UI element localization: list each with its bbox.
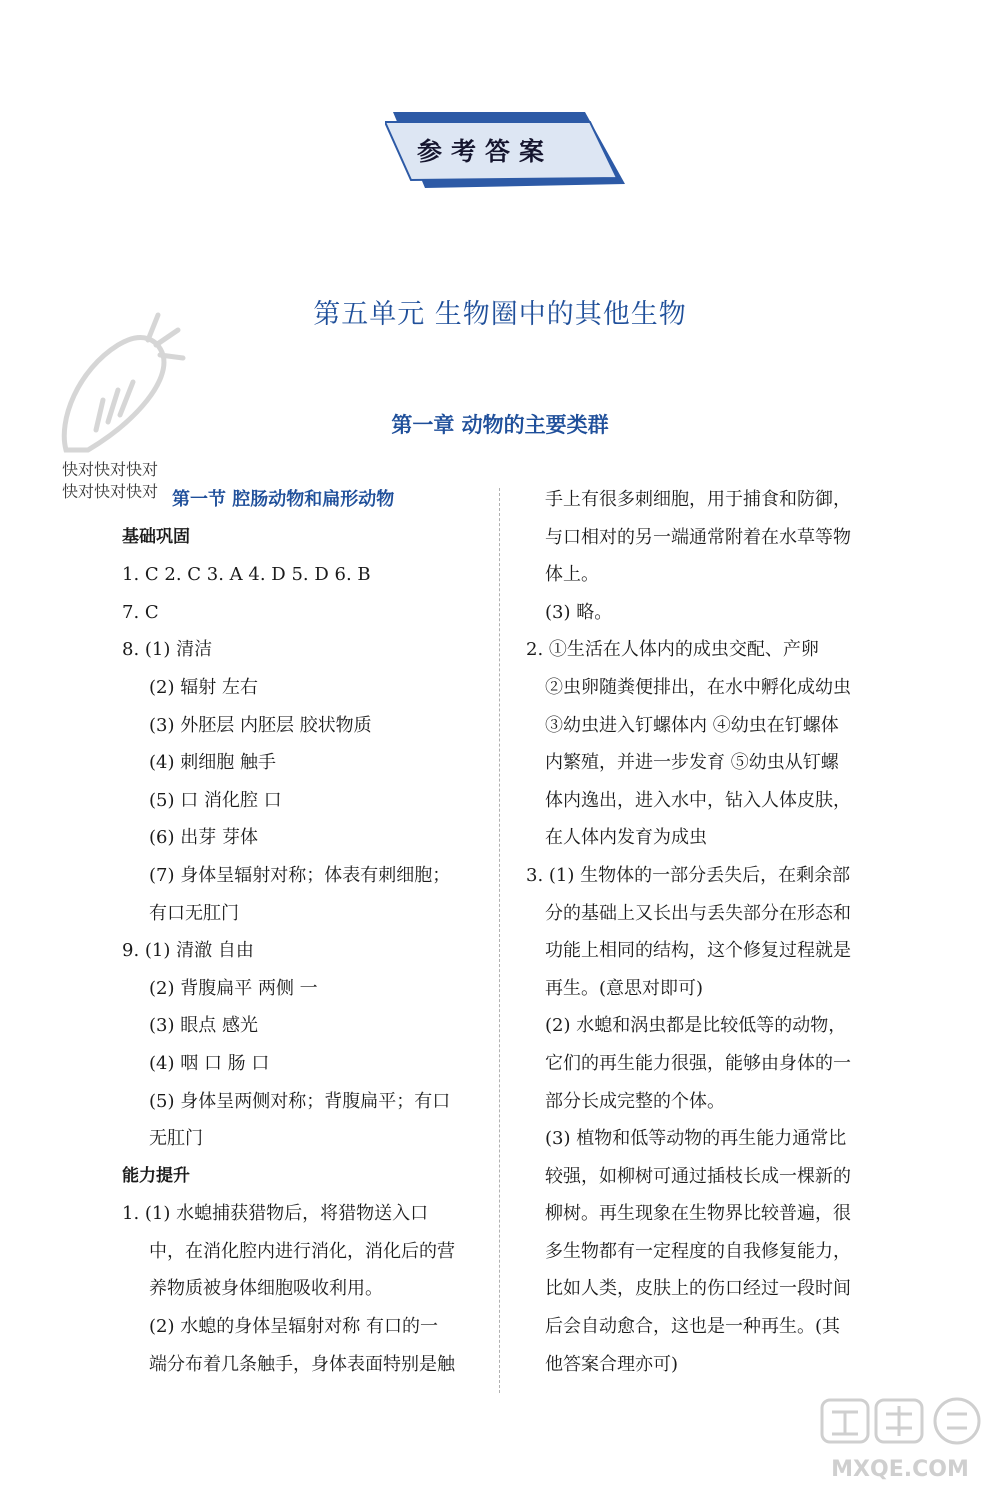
answer-line: 它们的再生能力很强，能够由身体的一 (545, 1052, 851, 1074)
answer-line: 与口相对的另一端通常附着在水草等物 (545, 526, 851, 548)
answer-line: 体上。 (545, 564, 599, 586)
answer-line: 2. ①生活在人体内的成虫交配、产卵 (526, 639, 819, 661)
answer-line: 1. C 2. C 3. A 4. D 5. D 6. B (122, 564, 371, 586)
answer-line: (3) 外胚层 内胚层 胶状物质 (149, 714, 372, 736)
answer-line: 内繁殖，并进一步发育 ⑤幼虫从钉螺 (545, 752, 839, 774)
answer-line: ③幼虫进入钉螺体内 ④幼虫在钉螺体 (545, 714, 839, 736)
answer-line: 比如人类，皮肤上的伤口经过一段时间 (545, 1278, 851, 1300)
answer-line: (3) 植物和低等动物的再生能力通常比 (545, 1128, 847, 1150)
answer-line: (3) 眼点 感光 (149, 1015, 258, 1037)
answer-line: 7. C (122, 601, 159, 623)
banner-title: 参考答案 (416, 137, 553, 166)
answer-line: 无肛门 (149, 1128, 203, 1150)
watermark-line: 快对快对快对 (62, 482, 159, 501)
answer-line: 1. (1) 水螅捕获猎物后，将猎物送入口 (122, 1203, 429, 1225)
answer-line: 后会自动愈合，这也是一种再生。(其 (545, 1316, 841, 1338)
section-title: 第一节 腔肠动物和扁形动物 (172, 489, 395, 510)
answer-line: (2) 辐射 左右 (149, 676, 258, 698)
answer-line: 中，在消化腔内进行消化，消化后的营 (149, 1240, 455, 1262)
answer-line: 9. (1) 清澈 自由 (122, 940, 254, 962)
answer-line: 在人体内发育为成虫 (545, 827, 707, 849)
answer-line: 体内逸出，进入水中，钻入人体皮肤， (545, 789, 851, 811)
answer-line: 他答案合理亦可) (545, 1353, 679, 1375)
answer-line: 端分布着几条触手，身体表面特别是触 (149, 1353, 455, 1375)
answer-line: ②虫卵随粪便排出，在水中孵化成幼虫 (545, 676, 851, 698)
subhead-basic: 基础巩固 (122, 526, 190, 547)
answer-line: (2) 背腹扁平 两侧 一 (149, 977, 318, 999)
answer-line: (4) 咽 口 肠 口 (149, 1052, 270, 1074)
svg-text:MXQE.COM: MXQE.COM (831, 1457, 969, 1482)
answer-line: 3. (1) 生物体的一部分丢失后，在剩余部 (526, 864, 851, 886)
left-column (122, 481, 487, 1383)
column-divider (499, 488, 500, 1393)
answer-line: (5) 身体呈两侧对称；背腹扁平；有口 (149, 1090, 451, 1112)
answer-line: 8. (1) 清洁 (122, 639, 213, 661)
answer-line: 再生。(意思对即可) (545, 977, 704, 999)
answer-line: 有口无肛门 (149, 902, 239, 924)
answer-line: 手上有很多刺细胞，用于捕食和防御， (545, 489, 851, 510)
answer-line: 分的基础上又长出与丢失部分在形态和 (545, 902, 851, 924)
answer-line: (6) 出芽 芽体 (149, 827, 258, 849)
answer-line: 柳树。再生现象在生物界比较普遍，很 (545, 1203, 851, 1225)
subhead-ability: 能力提升 (122, 1165, 190, 1186)
carrot-watermark-icon (48, 300, 188, 460)
right-column (518, 481, 878, 1383)
answer-line: 多生物都有一定程度的自我修复能力， (545, 1240, 851, 1262)
chapter-title: 第一章 动物的主要类群 (391, 413, 609, 437)
watermark-line: 快对快对快对 (62, 460, 159, 479)
watermark-logo-icon (812, 1392, 992, 1487)
answer-line: 功能上相同的结构，这个修复过程就是 (545, 940, 851, 962)
unit-title: 第五单元 生物圈中的其他生物 (313, 299, 687, 330)
answer-line: 部分长成完整的个体。 (545, 1090, 725, 1112)
answer-line: (2) 水螅和涡虫都是比较低等的动物， (545, 1015, 847, 1037)
answer-line: 较强，如柳树可通过插枝长成一棵新的 (545, 1165, 851, 1187)
answer-line: (7) 身体呈辐射对称；体表有刺细胞； (149, 864, 451, 886)
answer-line: (3) 略。 (545, 601, 613, 623)
answer-line: (2) 水螅的身体呈辐射对称 有口的一 (149, 1316, 438, 1338)
answer-line: 养物质被身体细胞吸收利用。 (149, 1278, 383, 1300)
answer-line: (4) 刺细胞 触手 (149, 752, 276, 774)
answer-line: (5) 口 消化腔 口 (149, 789, 282, 811)
